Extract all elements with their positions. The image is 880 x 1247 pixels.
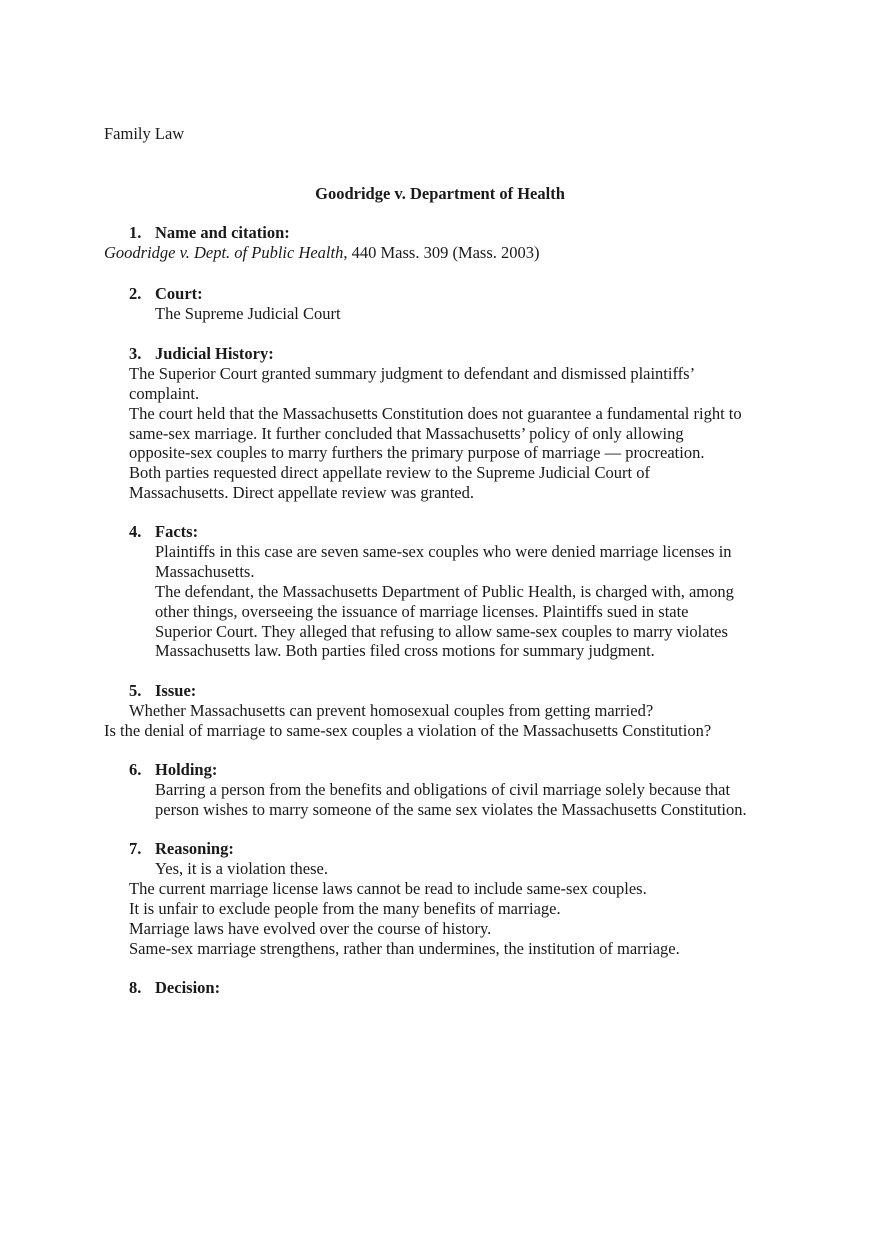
section-7-line: The current marriage license laws cannot be read to include same-sex couples. — [129, 879, 647, 898]
section-3-line: The Superior Court granted summary judgment to defendant and dismissed plaintiffs’ — [129, 364, 696, 383]
section-1-title: Name and citation: — [155, 223, 290, 242]
section-5-number: 5. — [129, 681, 142, 700]
section-4-heading — [129, 522, 198, 542]
section-4-line: Massachusetts law. Both parties filed cross motions for summary judgment. — [155, 641, 655, 660]
section-3-line: same-sex marriage. It further concluded that Massachusetts’ policy of only allowing — [129, 424, 684, 443]
section-6-title: Holding: — [155, 760, 218, 779]
section-3-line: Massachusetts. Direct appellate review was granted. — [129, 483, 474, 502]
section-8-title: Decision: — [155, 978, 221, 997]
section-8-number: 8. — [129, 978, 142, 997]
section-7-line: Yes, it is a violation these. — [155, 859, 328, 878]
section-2-title: Court: — [155, 284, 203, 303]
section-4-line: Plaintiffs in this case are seven same-sex couples who were denied marriage licenses in — [155, 542, 732, 561]
section-4-line: Superior Court. They alleged that refusing to allow same-sex couples to marry violates — [155, 622, 728, 641]
section-6-number: 6. — [129, 760, 142, 779]
section-2-text: The Supreme Judicial Court — [155, 304, 341, 323]
section-2-heading — [129, 284, 203, 304]
section-5-line: Whether Massachusetts can prevent homosexual couples from getting married? — [129, 701, 654, 720]
section-4-number: 4. — [129, 522, 142, 541]
document-header: Family Law — [104, 124, 185, 143]
citation-reporter: , 440 Mass. 309 (Mass. 2003) — [343, 243, 540, 262]
section-4-line: The defendant, the Massachusetts Department of Public Health, is charged with, among — [155, 582, 734, 601]
section-6-heading — [129, 760, 217, 780]
section-7-line: Marriage laws have evolved over the course of history. — [129, 919, 492, 938]
section-3-line: The court held that the Massachusetts Constitution does not guarantee a fundamental right to — [129, 404, 742, 423]
section-3-line: Both parties requested direct appellate review to the Supreme Judicial Court of — [129, 463, 650, 482]
section-1-number: 1. — [129, 223, 142, 242]
section-5-line: Is the denial of marriage to same-sex couples a violation of the Massachusetts Constitution? — [104, 721, 712, 740]
section-5-heading — [129, 681, 196, 701]
section-3-heading — [129, 344, 274, 364]
citation — [104, 243, 540, 263]
section-5-title: Issue: — [155, 681, 197, 700]
section-4-line: other things, overseeing the issuance of marriage licenses. Plaintiffs sued in state — [155, 602, 689, 621]
section-4-title: Facts: — [155, 522, 199, 541]
section-7-title: Reasoning: — [155, 839, 234, 858]
section-7-heading — [129, 839, 234, 859]
section-7-line: Same-sex marriage strengthens, rather than undermines, the institution of marriage. — [129, 939, 680, 958]
document-title: Goodridge v. Department of Health — [315, 184, 565, 203]
section-3-number: 3. — [129, 344, 142, 363]
section-7-number: 7. — [129, 839, 142, 858]
section-7-line: It is unfair to exclude people from the many benefits of marriage. — [129, 899, 561, 918]
section-4-line: Massachusetts. — [155, 562, 255, 581]
section-3-line: complaint. — [129, 384, 200, 403]
section-6-line: Barring a person from the benefits and obligations of civil marriage solely because that — [155, 780, 731, 799]
section-3-line: opposite-sex couples to marry furthers the primary purpose of marriage — procreation. — [129, 443, 705, 462]
section-1-heading — [129, 223, 290, 243]
section-2-number: 2. — [129, 284, 142, 303]
citation-case-name: Goodridge v. Dept. of Public Health — [104, 243, 344, 262]
section-6-line: person wishes to marry someone of the same sex violates the Massachusetts Constitution. — [155, 800, 747, 819]
section-3-title: Judicial History: — [155, 344, 274, 363]
section-8-heading — [129, 978, 220, 998]
